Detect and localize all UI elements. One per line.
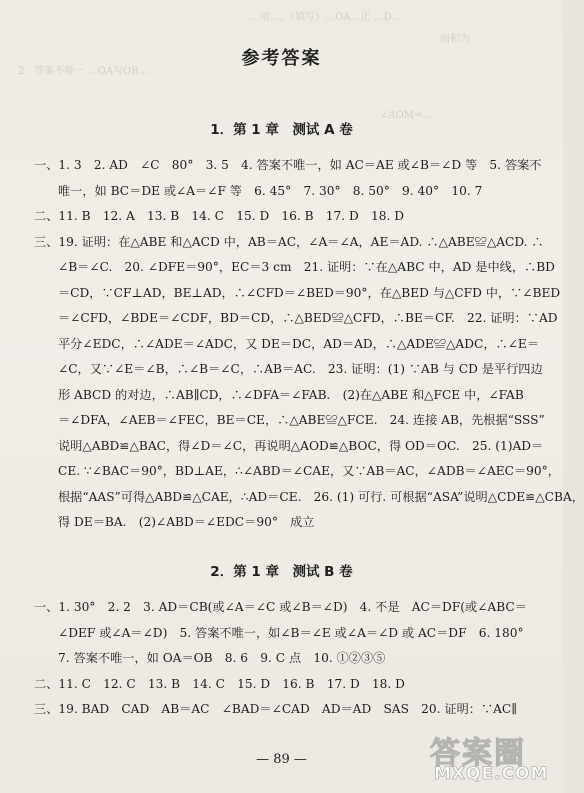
page-number: — 89 — (256, 752, 307, 767)
watermark-url: MXQE.COM (434, 764, 549, 784)
section-b-title: 2．第 1 章 测试 B 卷 (210, 564, 353, 580)
answer-line: ＝∠DFA，∠AEB＝∠FEC，BE＝CE，∴△ABE≌△FCE. 24. 连接 AB，先根据“SSS” (58, 413, 545, 427)
answer-line: 三、19. BAD CAD AB＝AC ∠BAD＝∠CAD AD＝AD SAS 20. 证明：∵AC∥ (34, 702, 517, 716)
answer-line: 一、1. 30° 2. 2 3. AD＝CB(或∠A＝∠C 或∠B＝∠D) 4. 不是 AC＝DF(或∠ABC＝ (34, 600, 527, 614)
answer-line: ∠B＝∠C. 20. ∠DFE＝90°，EC＝3 cm 21. 证明：∵在△ABC 中，AD 是中线，∴BD (58, 260, 555, 274)
answer-line: 形 ABCD 的对边，∴AB∥CD，∴∠DFA＝∠FAB. (2)在△ABE 和△FCE 中，∠FAB (58, 387, 524, 402)
bleed-through-text: 面积为 (440, 34, 470, 45)
bleed-through-text: ∠AOM=… (380, 110, 433, 121)
answer-line: 唯一，如 BC＝DE 或∠A＝∠F 等 6. 45° 7. 30° 8. 50° 9. 40° 10. 7 (58, 183, 483, 198)
answer-line: 二、11. C 12. C 13. B 14. C 15. D 16. B 17. D 18. D (34, 676, 405, 691)
bleed-through-text: …用…，（填写）…OA…正 …D… (250, 12, 402, 23)
section-a-answers (34, 153, 584, 536)
site-watermark (430, 728, 555, 788)
page-title: 参考答案 (241, 48, 322, 69)
answer-line: 7. 答案不唯一，如 OA＝OB 8. 6 9. C 点 10. ①②③⑤ (58, 651, 386, 665)
bleed-through-text: 2．答案不唯一 …OA与OB… (18, 66, 149, 77)
answer-line: 说明△ABD≌△BAC，得∠D＝∠C，再说明△AOD≌△BOC，得 OD＝OC. 25. (1)AD＝ (58, 438, 544, 453)
answer-line: CE. ∵∠BAC＝90°，BD⊥AE，∴∠ABD＝∠CAE，又∵AB＝AC，∠ADB＝∠AEC＝90°， (58, 464, 560, 478)
answer-line: 三、19. 证明：在△ABE 和△ACD 中，AB＝AC，∠A＝∠A，AE＝AD. ∴△ABE≌△ACD. ∴ (34, 234, 544, 249)
answer-line: 根据“AAS”可得△ABD≌△CAE，∴AD＝CE. 26. (1) 可行. 可根据“ASA”说明△CDE≌△CBA， (58, 489, 584, 504)
answer-line: 二、11. B 12. A 13. B 14. C 15. D 16. B 17. D 18. D (34, 209, 405, 223)
watermark-logo-text: 答案圈 (430, 736, 526, 771)
section-a-title: 1．第 1 章 测试 A 卷 (210, 122, 353, 138)
answer-line: ＝∠CFD，∠BDE＝∠CDF，BD＝CD，∴△BED≌△CFD，∴BE＝CF. 22. 证明：∵AD (58, 311, 558, 325)
answer-line: 得 DE＝BA. (2)∠ABD＝∠EDC＝90° 成立 (58, 515, 315, 529)
answer-line: ＝CD，∵CF⊥AD，BE⊥AD，∴∠CFD＝∠BED＝90°，在△BED 与△CFD 中，∵∠BED (58, 285, 561, 300)
section-b-answers (34, 595, 528, 723)
answer-line: 平分∠EDC，∴∠ADE＝∠ADC，又 DE＝DC，AD＝AD，∴△ADE≌△ADC，∴∠E＝ (58, 336, 540, 351)
answer-line: 一、1. 3 2. AD ∠C 80° 3. 5 4. 答案不唯一，如 AC＝AE 或∠B＝∠D 等 5. 答案不 (34, 158, 542, 172)
answer-line: ∠C，又∵∠E＝∠B，∴∠B＝∠C，∴AB＝AC. 23. 证明：(1) ∵AB 与 CD 是平行四边 (58, 362, 543, 376)
answer-line: ∠DEF 或∠A＝∠D) 5. 答案不唯一，如∠B＝∠E 或∠A＝∠D 或 AC＝DF 6. 180° (58, 625, 524, 640)
